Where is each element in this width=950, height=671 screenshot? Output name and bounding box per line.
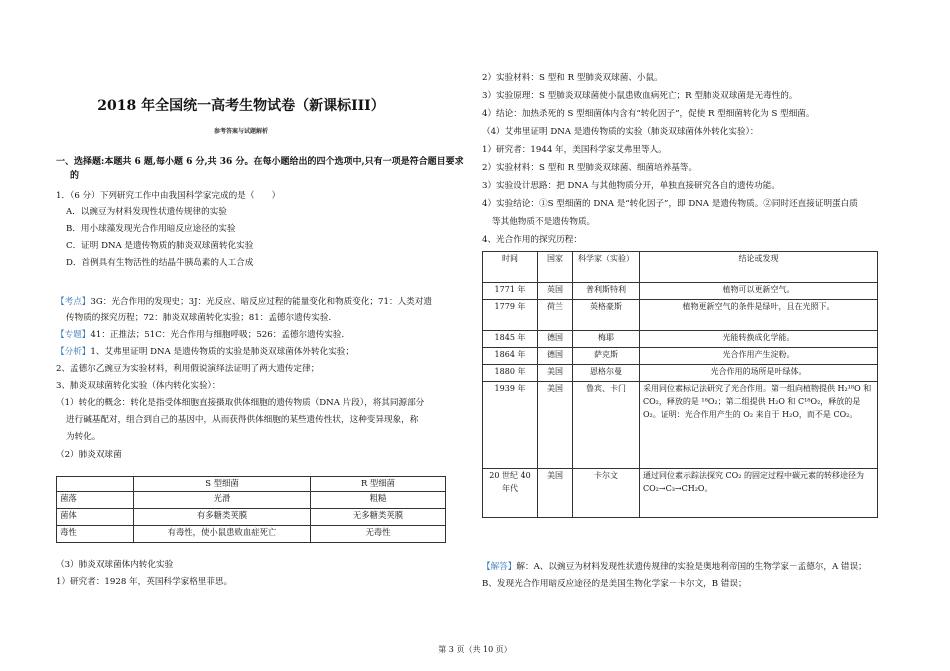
table-cell: 1864 年 [483,348,538,365]
table-cell: 无多糖类荚膜 [311,509,446,526]
page-title: 2018 年全国统一高考生物试卷（新课标III） [97,98,385,114]
zhuanti-tag: 【专题】 [56,330,91,340]
table-row [483,283,878,300]
table-row [483,469,878,518]
analysis-line: 1）研究者：1944 年，美国科学家艾弗里等人。 [482,145,667,155]
table-cell: 卡尔文 [573,469,640,518]
table-header-cell [57,477,134,492]
table-header-cell: 科学家（实验） [573,252,640,283]
table-header-row [483,252,878,283]
analysis-line: 等其他物质不是遗传物质。 [492,217,596,227]
table-cell: 采用同位素标记法研究了光合作用。第一组向植物提供 H₂¹⁸O 和 CO₂，释放的是 ¹⁸O₂；第二组提供 H₂O 和 C¹⁸O₂，释放的是 O₂。证明：光合作用产生的 O₂ 来自于 H₂O，而不是 CO₂。 [640,382,878,469]
table-cell: 1779 年 [483,300,538,331]
analysis-line: 2、孟德尔乙豌豆为实验材料，利用假说演绎法证明了两大遗传定律； [56,364,320,374]
table-cell: 光合作用产生淀粉。 [640,348,878,365]
jieda-tag: 【解答】 [482,562,517,572]
question-stem: 1．（6 分）下列研究工作中由我国科学家完成的是（ ） [56,191,281,201]
photosynthesis-table [482,251,878,518]
table-row [57,492,446,509]
analysis-line: 为转化。 [66,432,101,442]
kaodian-line-2: 传物质的探究历程；72：肺炎双球菌转化实验；81：孟德尔遗传实验． [66,313,338,323]
analysis-line: 3、肺炎双球菌转化实验（体内转化实验）： [56,381,221,391]
option-b: B．用小球藻发现光合作用暗反应途径的实验 [66,224,236,234]
table-row [483,331,878,348]
fenxi-tag: 【分析】 [56,347,91,357]
zhuanti-line: 【专题】41：正推法；51C：光合作用与细胞呼吸；526：孟德尔遗传实验． [56,330,351,340]
option-d: D．首例具有生物活性的结晶牛胰岛素的人工合成 [66,258,254,268]
analysis-line: （4）艾弗里证明 DNA 是遗传物质的实验（肺炎双球菌体外转化实验）： [482,127,759,137]
analysis-line: （2）肺炎双球菌 [56,450,122,460]
page-footer: 第 3 页（共 10 页） [438,645,512,654]
table-cell: 植物可以更新空气。 [640,283,878,300]
table-cell: 菌落 [57,492,134,509]
table-cell: 鲁宾、卡门 [573,382,640,469]
table-cell: 美国 [538,382,573,469]
page-subtitle: 参考答案与试题解析 [213,128,268,135]
analysis-line: 2）实验材料：S 型和 R 型肺炎双球菌、细菌培养基等。 [482,163,698,173]
table-cell: 植物更新空气的条件是绿叶，且在光照下。 [640,300,878,331]
analysis-line: 4）实验结论：①S 型细菌的 DNA 是“转化因子”，即 DNA 是遗传物质。②同时还直接证明蛋白质 [482,199,858,209]
table-cell: 菌体 [57,509,134,526]
table-cell: 通过同位素示踪法探究 CO₂ 的固定过程中碳元素的转移途径为 CO₂→C₃→CH₂O。 [640,469,878,518]
kaodian-line: 【考点】3G：光合作用的发现史；3J：光反应、暗反应过程的能量变化和物质变化；71：人类对遗 [56,297,432,307]
table-cell: 萨克斯 [573,348,640,365]
table-header-cell: S 型细菌 [134,477,311,492]
table-row [483,348,878,365]
analysis-line: 进行碱基配对，组合到自己的基因中，从而获得供体细胞的某些遗传性状，这种变异现象，称 [66,415,419,425]
option-a: A．以豌豆为材料发现性状遗传规律的实验 [66,207,227,217]
table-row [483,382,878,469]
table-cell: 美国 [538,365,573,382]
fenxi-line: 【分析】1、艾弗里证明 DNA 是遗传物质的实验是肺炎双球菌体外转化实验； [56,347,354,357]
table-cell: 有毒性，使小鼠患败血症死亡 [134,526,311,543]
table-row [57,526,446,543]
table-cell: 毒性 [57,526,134,543]
table-header-cell: 国家 [538,252,573,283]
option-c: C．证明 DNA 是遗传物质的肺炎双球菌转化实验 [66,241,254,251]
analysis-line: 2）实验材料：S 型和 R 型肺炎双球菌、小鼠。 [482,73,663,83]
table-cell: 德国 [538,331,573,348]
analysis-line: （3）肺炎双球菌体内转化实验 [56,560,174,570]
table-cell: 1880 年 [483,365,538,382]
table-cell: 光能转换成化学能。 [640,331,878,348]
table-cell: 1771 年 [483,283,538,300]
table-cell: 荷兰 [538,300,573,331]
table-header-row [57,477,446,492]
analysis-line: （1）转化的概念：转化是指受体细胞直接摄取供体细胞的遗传物质（DNA 片段），将其同源部分 [56,398,425,408]
table-cell: 普利斯特利 [573,283,640,300]
table-header-cell: R 型细菌 [311,477,446,492]
table-cell: 20 世纪 40 年代 [483,469,538,518]
table-cell: 光合作用的场所是叶绿体。 [640,365,878,382]
jieda-line: 【解答】解：A、以豌豆为材料发现性状遗传规律的实验是奥地利帝国的生物学家－孟德尔，A 错误； [482,562,867,572]
section-heading: 一、选择题:本题共 6 题,每小题 6 分,共 36 分。在每小题给出的四个选项中,只有一项是符合题目要求 的 [56,157,464,181]
table-cell: 1845 年 [483,331,538,348]
table-header-cell: 时间 [483,252,538,283]
analysis-line: 3）实验设计思路：把 DNA 与其他物质分开，单独直接研究各自的遗传功能。 [482,181,780,191]
table-cell: 1939 年 [483,382,538,469]
table-row [483,365,878,382]
jieda-line-2: B、发现光合作用暗反应途径的是美国生物化学家－卡尔文，B 错误； [482,579,747,589]
table-cell: 光滑 [134,492,311,509]
analysis-line: 1）研究者：1928 年，英国科学家格里菲思。 [56,577,233,587]
analysis-line: 4、光合作用的探究历程： [482,235,582,245]
table-cell: 无毒性 [311,526,446,543]
table-row [483,300,878,331]
table-cell: 英国 [538,283,573,300]
kaodian-tag: 【考点】 [56,297,91,307]
table-cell: 粗糙 [311,492,446,509]
table-row [57,509,446,526]
table-header-cell: 结论或发现 [640,252,878,283]
table-cell: 有多糖类荚膜 [134,509,311,526]
analysis-line: 4）结论：加热杀死的 S 型细菌体内含有“转化因子”，促使 R 型细菌转化为 S 型细菌。 [482,109,815,119]
table-cell: 美国 [538,469,573,518]
table-cell: 德国 [538,348,573,365]
table-cell: 英格豪斯 [573,300,640,331]
analysis-line: 3）实验原理：S 型肺炎双球菌使小鼠患败血病死亡；R 型肺炎双球菌是无毒性的。 [482,91,798,101]
table-cell: 梅耶 [573,331,640,348]
bacteria-table [56,476,446,543]
table-cell: 恩格尔曼 [573,365,640,382]
